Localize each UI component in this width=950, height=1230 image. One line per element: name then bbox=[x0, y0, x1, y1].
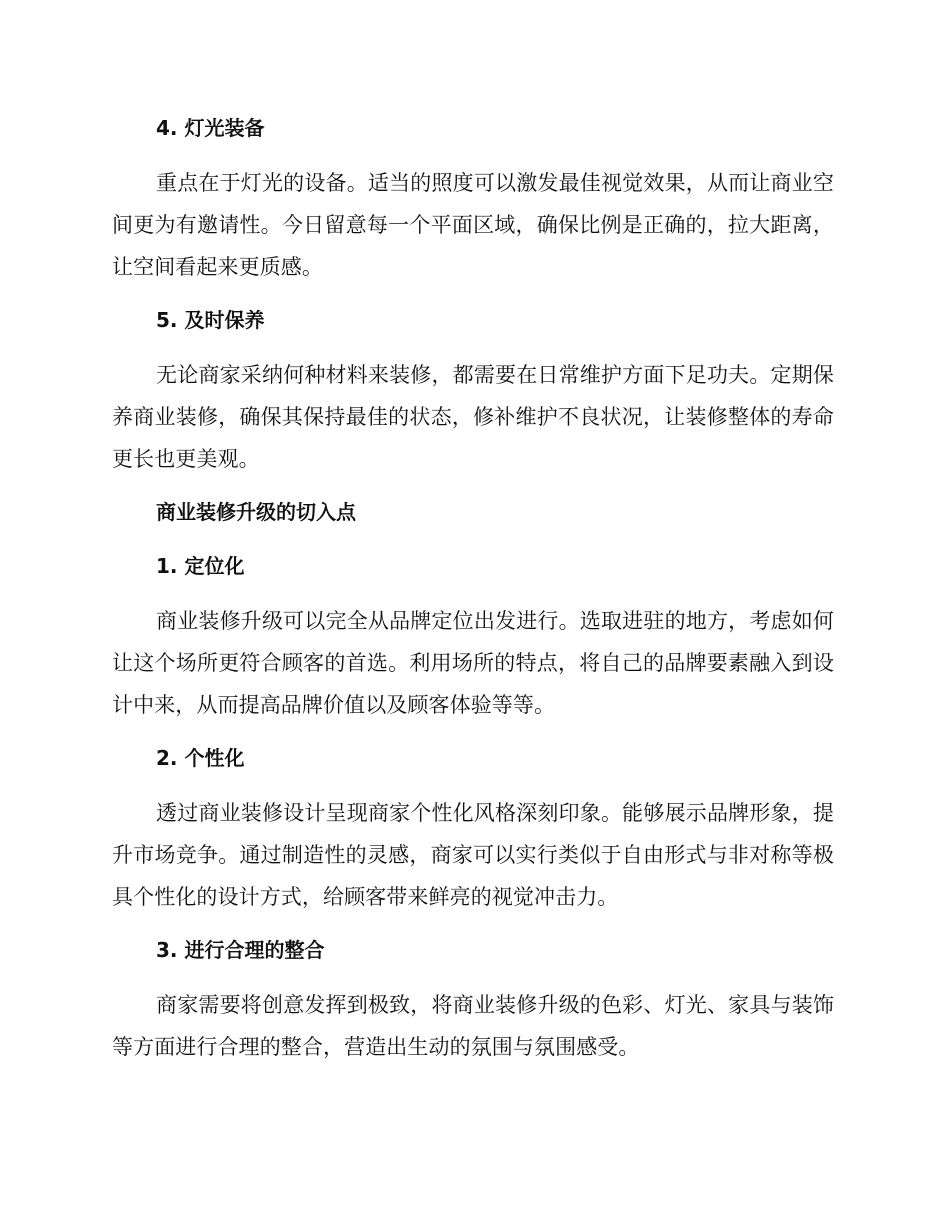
document-page bbox=[112, 108, 834, 1080]
section-heading-personalization: 2. 个性化 bbox=[156, 746, 245, 770]
section-heading-maintenance: 5. 及时保养 bbox=[156, 308, 265, 332]
section-heading-upgrade-entry-points: 商业装修升级的切入点 bbox=[156, 500, 356, 524]
section-heading-lighting: 4. 灯光装备 bbox=[156, 116, 265, 140]
section-body-personalization: 透过商业装修设计呈现商家个性化风格深刻印象。能够展示品牌形象，提升市场竞争。通过制造性的灵感，商家可以实行类似于自由形式与非对称等极具个性化的设计方式，给顾客带来鲜亮的视觉冲击力。 bbox=[112, 801, 834, 909]
section-heading-integration: 3. 进行合理的整合 bbox=[156, 938, 325, 962]
section-heading-positioning: 1. 定位化 bbox=[156, 554, 245, 578]
section-body-lighting: 重点在于灯光的设备。适当的照度可以激发最佳视觉效果，从而让商业空间更为有邀请性。今日留意每一个平面区域，确保比例是正确的，拉大距离，让空间看起来更质感。 bbox=[112, 171, 834, 279]
section-body-positioning: 商业装修升级可以完全从品牌定位出发进行。选取进驻的地方，考虑如何让这个场所更符合顾客的首选。利用场所的特点，将自己的品牌要素融入到设计中来，从而提高品牌价值以及顾客体验等等。 bbox=[112, 609, 834, 717]
section-body-integration: 商家需要将创意发挥到极致，将商业装修升级的色彩、灯光、家具与装饰等方面进行合理的整合，营造出生动的氛围与氛围感受。 bbox=[112, 993, 834, 1059]
section-body-maintenance: 无论商家采纳何种材料来装修，都需要在日常维护方面下足功夫。定期保养商业装修，确保其保持最佳的状态，修补维护不良状况，让装修整体的寿命更长也更美观。 bbox=[112, 363, 834, 471]
